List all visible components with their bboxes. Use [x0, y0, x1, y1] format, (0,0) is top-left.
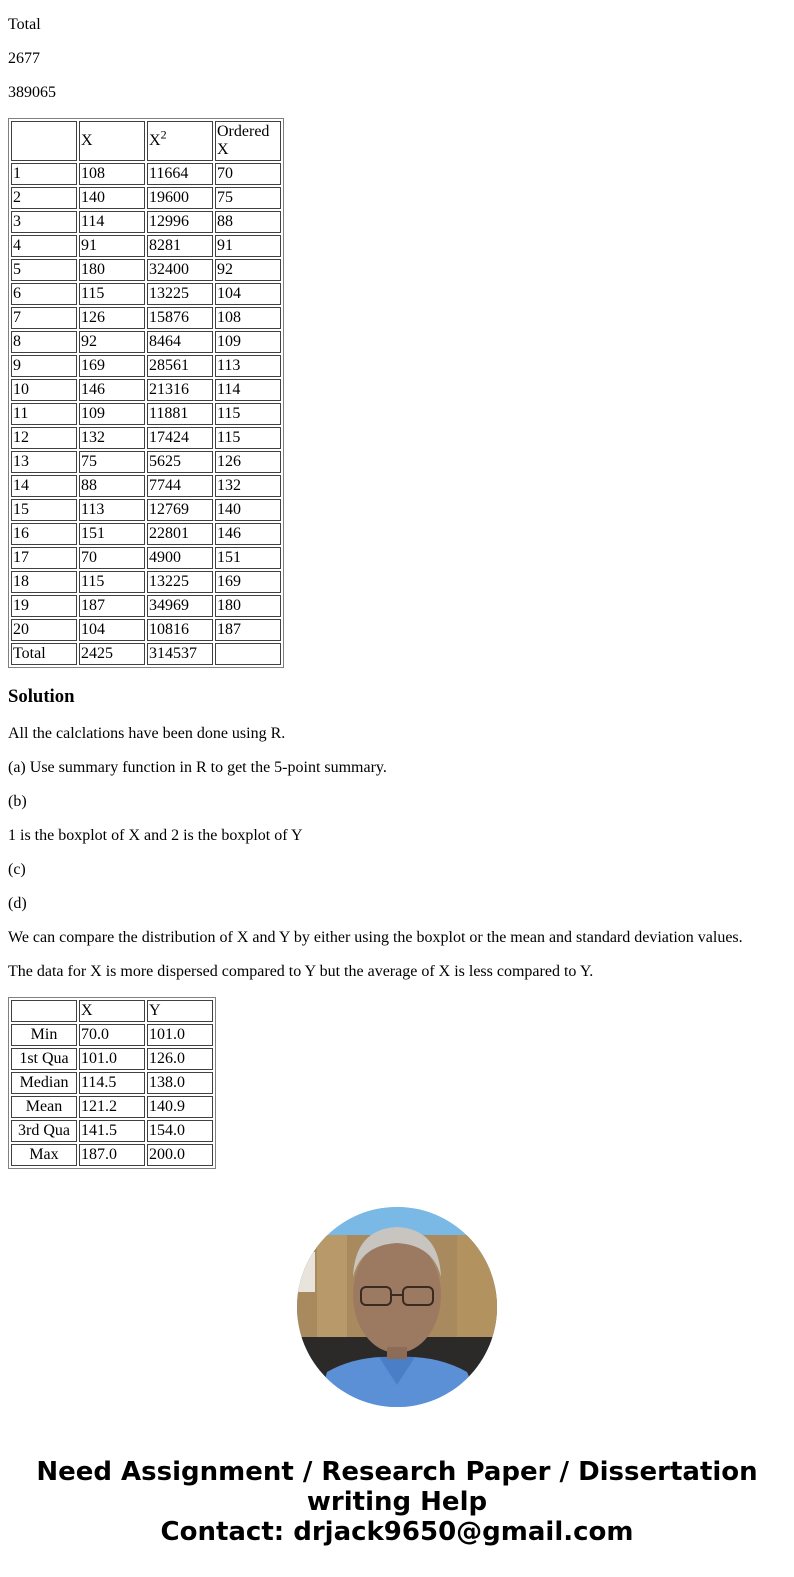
x-value: 115 — [79, 571, 145, 593]
ordered-x-value: 140 — [215, 499, 281, 521]
x-squared-value: 34969 — [147, 595, 213, 617]
x-value: 132 — [79, 427, 145, 449]
x-value: 146 — [79, 379, 145, 401]
statistic-label: Median — [11, 1072, 77, 1094]
ordered-x-value: 109 — [215, 331, 281, 353]
x-squared-value: 8464 — [147, 331, 213, 353]
row-index: 18 — [11, 571, 77, 593]
table-row — [11, 403, 281, 425]
banner-contact-line: Contact: drjack9650@gmail.com — [160, 1517, 634, 1547]
x-value: 109 — [79, 403, 145, 425]
ordered-x-value: 187 — [215, 619, 281, 641]
solution-paragraph: We can compare the distribution of X and Y by either using the boxplot or the mean and standard deviation values. — [8, 929, 743, 946]
solution-paragraph: (b) — [8, 793, 27, 810]
ordered-x-value: 126 — [215, 451, 281, 473]
x-squared-value: 10816 — [147, 619, 213, 641]
solution-paragraph: (d) — [8, 895, 27, 912]
x-value: 126 — [79, 307, 145, 329]
data-table — [8, 118, 284, 668]
table-row — [11, 259, 281, 281]
x-value: 180 — [79, 259, 145, 281]
x-squared-value: 7744 — [147, 475, 213, 497]
x-statistic: 121.2 — [79, 1096, 145, 1118]
header-x-squared: $X^2$ — [147, 121, 213, 161]
row-index: 3 — [11, 211, 77, 233]
x-value: 92 — [79, 331, 145, 353]
ordered-x-value: 115 — [215, 427, 281, 449]
row-index: 17 — [11, 547, 77, 569]
summary-row — [11, 1096, 213, 1118]
row-index: 4 — [11, 235, 77, 257]
x-value: 169 — [79, 355, 145, 377]
avatar-container — [0, 1207, 794, 1407]
table-row — [11, 619, 281, 641]
table-row — [11, 187, 281, 209]
total-value-1: 2677 — [8, 50, 40, 67]
x-value: 91 — [79, 235, 145, 257]
x-squared-value: 13225 — [147, 283, 213, 305]
solution-paragraph: (a) Use summary function in R to get the 5-point summary. — [8, 759, 387, 776]
x-value: 187 — [79, 595, 145, 617]
row-index: 10 — [11, 379, 77, 401]
table-row — [11, 427, 281, 449]
banner-line-2: writing Help — [306, 1487, 488, 1517]
x-value: 113 — [79, 499, 145, 521]
y-statistic: 101.0 — [147, 1024, 213, 1046]
row-index: 8 — [11, 331, 77, 353]
x-statistic: 187.0 — [79, 1144, 145, 1166]
x-squared-value: 22801 — [147, 523, 213, 545]
x-squared-value: 5625 — [147, 451, 213, 473]
table-row — [11, 163, 281, 185]
y-statistic: 138.0 — [147, 1072, 213, 1094]
x-statistic: 101.0 — [79, 1048, 145, 1070]
ordered-x-value — [215, 643, 281, 665]
table-row — [11, 211, 281, 233]
ordered-x-value: 104 — [215, 283, 281, 305]
ordered-x-value: 146 — [215, 523, 281, 545]
statistic-label: Mean — [11, 1096, 77, 1118]
summary-header-y: Y — [147, 1000, 213, 1022]
solution-paragraph: 1 is the boxplot of X and 2 is the boxplot of Y — [8, 827, 303, 844]
row-index: 13 — [11, 451, 77, 473]
x-squared-value: 8281 — [147, 235, 213, 257]
row-index: 12 — [11, 427, 77, 449]
x-squared-value: 11664 — [147, 163, 213, 185]
ordered-x-value: 70 — [215, 163, 281, 185]
total-value-2: 389065 — [8, 84, 56, 101]
row-index: 20 — [11, 619, 77, 641]
ordered-x-value: 75 — [215, 187, 281, 209]
x-squared-value: 13225 — [147, 571, 213, 593]
table-row — [11, 547, 281, 569]
contact-banner — [0, 1457, 794, 1577]
x-squared-value: 19600 — [147, 187, 213, 209]
x-value: 114 — [79, 211, 145, 233]
row-index: 9 — [11, 355, 77, 377]
ordered-x-value: 88 — [215, 211, 281, 233]
y-statistic: 154.0 — [147, 1120, 213, 1142]
ordered-x-value: 180 — [215, 595, 281, 617]
summary-header-x: X — [79, 1000, 145, 1022]
ordered-x-value: 113 — [215, 355, 281, 377]
x-value: 115 — [79, 283, 145, 305]
y-statistic: 200.0 — [147, 1144, 213, 1166]
x-squared-value: 314537 — [147, 643, 213, 665]
table-row — [11, 331, 281, 353]
statistic-label: Max — [11, 1144, 77, 1166]
x-value: 108 — [79, 163, 145, 185]
x-value: 70 — [79, 547, 145, 569]
x-squared-value: 11881 — [147, 403, 213, 425]
table-row — [11, 643, 281, 665]
summary-table — [8, 997, 216, 1169]
row-index: 5 — [11, 259, 77, 281]
row-index: Total — [11, 643, 77, 665]
row-index: 2 — [11, 187, 77, 209]
solution-heading: Solution — [8, 686, 75, 707]
summary-row — [11, 1024, 213, 1046]
y-statistic: 140.9 — [147, 1096, 213, 1118]
x-statistic: 114.5 — [79, 1072, 145, 1094]
ordered-x-value: 132 — [215, 475, 281, 497]
table-row — [11, 595, 281, 617]
row-index: 19 — [11, 595, 77, 617]
statistic-label: Min — [11, 1024, 77, 1046]
solution-paragraph: (c) — [8, 861, 26, 878]
x-squared-value: 4900 — [147, 547, 213, 569]
row-index: 7 — [11, 307, 77, 329]
statistic-label: 3rd Qua — [11, 1120, 77, 1142]
x-squared-value: 28561 — [147, 355, 213, 377]
table-row — [11, 355, 281, 377]
table-row — [11, 451, 281, 473]
x-statistic: 141.5 — [79, 1120, 145, 1142]
solution-paragraph: All the calclations have been done using R. — [8, 725, 286, 742]
x-value: 104 — [79, 619, 145, 641]
solution-paragraph: The data for X is more dispersed compared to Y but the average of X is less compared to Y. — [8, 963, 594, 980]
summary-header-blank — [11, 1000, 77, 1022]
total-label: Total — [8, 16, 41, 33]
row-index: 15 — [11, 499, 77, 521]
x-squared-value: 17424 — [147, 427, 213, 449]
summary-row — [11, 1048, 213, 1070]
solution-paragraphs — [8, 725, 786, 981]
x-squared-value: 12996 — [147, 211, 213, 233]
x-value: 75 — [79, 451, 145, 473]
x-value: 140 — [79, 187, 145, 209]
header-x: X — [79, 121, 145, 161]
ordered-x-value: 91 — [215, 235, 281, 257]
document-body — [0, 16, 794, 1169]
table-row — [11, 235, 281, 257]
author-photo-icon — [297, 1207, 497, 1407]
avatar — [297, 1207, 497, 1407]
ordered-x-value: 115 — [215, 403, 281, 425]
statistic-label: 1st Qua — [11, 1048, 77, 1070]
header-ordered-x: Ordered X — [215, 121, 281, 161]
row-index: 6 — [11, 283, 77, 305]
ordered-x-value: 169 — [215, 571, 281, 593]
x-value: 88 — [79, 475, 145, 497]
row-index: 14 — [11, 475, 77, 497]
x-value: 151 — [79, 523, 145, 545]
table-header-row — [11, 121, 281, 161]
x-squared-value: 21316 — [147, 379, 213, 401]
ordered-x-value: 92 — [215, 259, 281, 281]
table-row — [11, 571, 281, 593]
table-row — [11, 523, 281, 545]
summary-row — [11, 1072, 213, 1094]
ordered-x-value: 114 — [215, 379, 281, 401]
ordered-x-value: 151 — [215, 547, 281, 569]
x-statistic: 70.0 — [79, 1024, 145, 1046]
row-index: 1 — [11, 163, 77, 185]
summary-row — [11, 1144, 213, 1166]
header-index — [11, 121, 77, 161]
table-row — [11, 307, 281, 329]
row-index: 16 — [11, 523, 77, 545]
banner-line-1: Need Assignment / Research Paper / Dissertation — [36, 1457, 758, 1487]
x-squared-value: 12769 — [147, 499, 213, 521]
ordered-x-value: 108 — [215, 307, 281, 329]
y-statistic: 126.0 — [147, 1048, 213, 1070]
summary-header-row — [11, 1000, 213, 1022]
table-row — [11, 475, 281, 497]
x-squared-value: 32400 — [147, 259, 213, 281]
table-row — [11, 379, 281, 401]
row-index: 11 — [11, 403, 77, 425]
table-row — [11, 499, 281, 521]
x-value: 2425 — [79, 643, 145, 665]
summary-row — [11, 1120, 213, 1142]
table-row — [11, 283, 281, 305]
x-squared-value: 15876 — [147, 307, 213, 329]
